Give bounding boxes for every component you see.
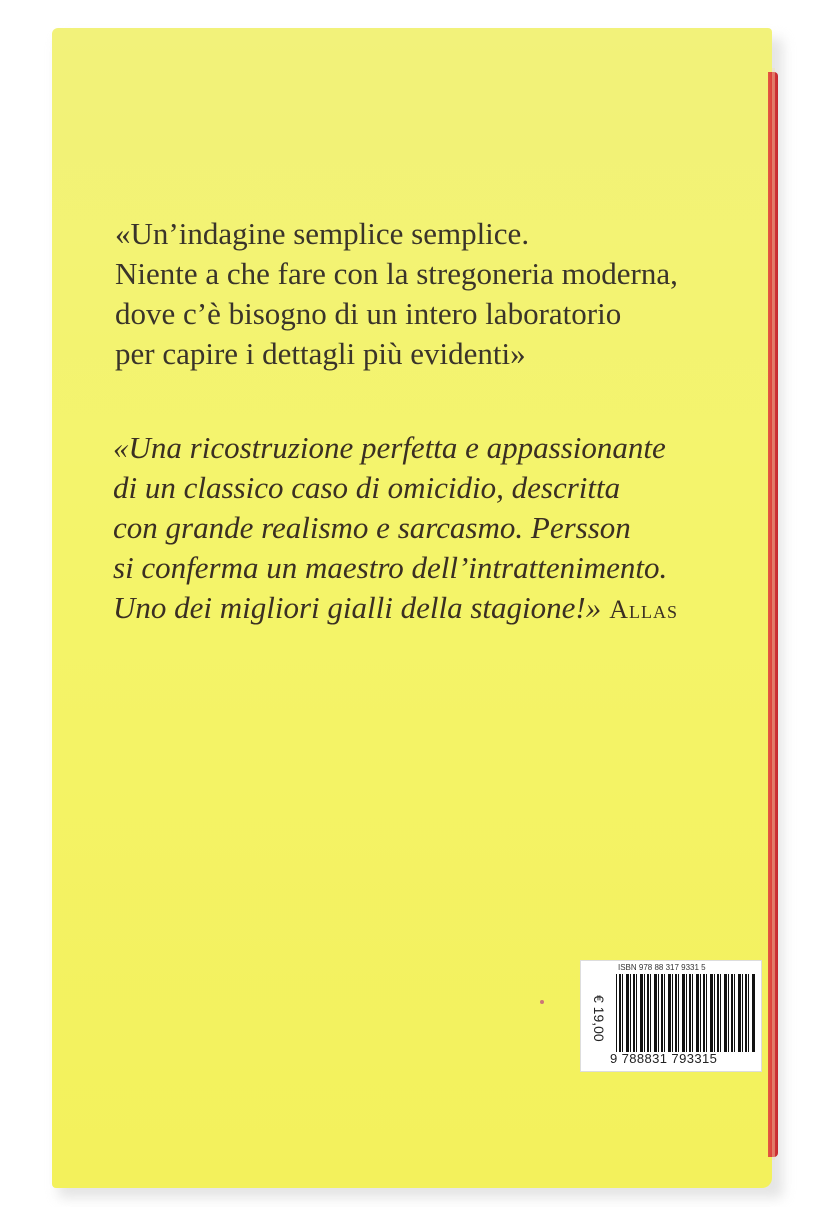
blurb-line: «Una ricostruzione perfetta e appassionante	[113, 430, 666, 465]
blurb-quote-plain	[115, 214, 765, 374]
speck	[540, 1000, 544, 1004]
blurb-line: si conferma un maestro dell’intrattenimento.	[113, 550, 668, 585]
quote-attribution: Allas	[609, 595, 679, 624]
blurb-line: «Un’indagine semplice semplice.	[115, 216, 530, 251]
barcode-bars	[616, 974, 756, 1052]
book-spine-edge	[772, 68, 775, 1160]
blurb-line: Niente a che fare con la stregoneria moderna,	[115, 256, 678, 291]
blurb-line: con grande realismo e sarcasmo. Persson	[113, 510, 631, 545]
isbn-label: ISBN 978 88 317 9331 5	[618, 963, 706, 972]
blurb-quote-italic	[113, 428, 768, 630]
price-label: € 19,00	[591, 994, 607, 1042]
blurb-line-last	[113, 588, 768, 630]
blurb-line: Uno dei migliori gialli della stagione!»	[113, 590, 602, 625]
barcode-digits: 9 788831 793315	[610, 1051, 718, 1066]
blurb-line: dove c’è bisogno di un intero laboratorio	[115, 296, 622, 331]
blurb-line: di un classico caso di omicidio, descritta	[113, 470, 621, 505]
blurb-line: per capire i dettagli più evidenti»	[115, 336, 526, 371]
